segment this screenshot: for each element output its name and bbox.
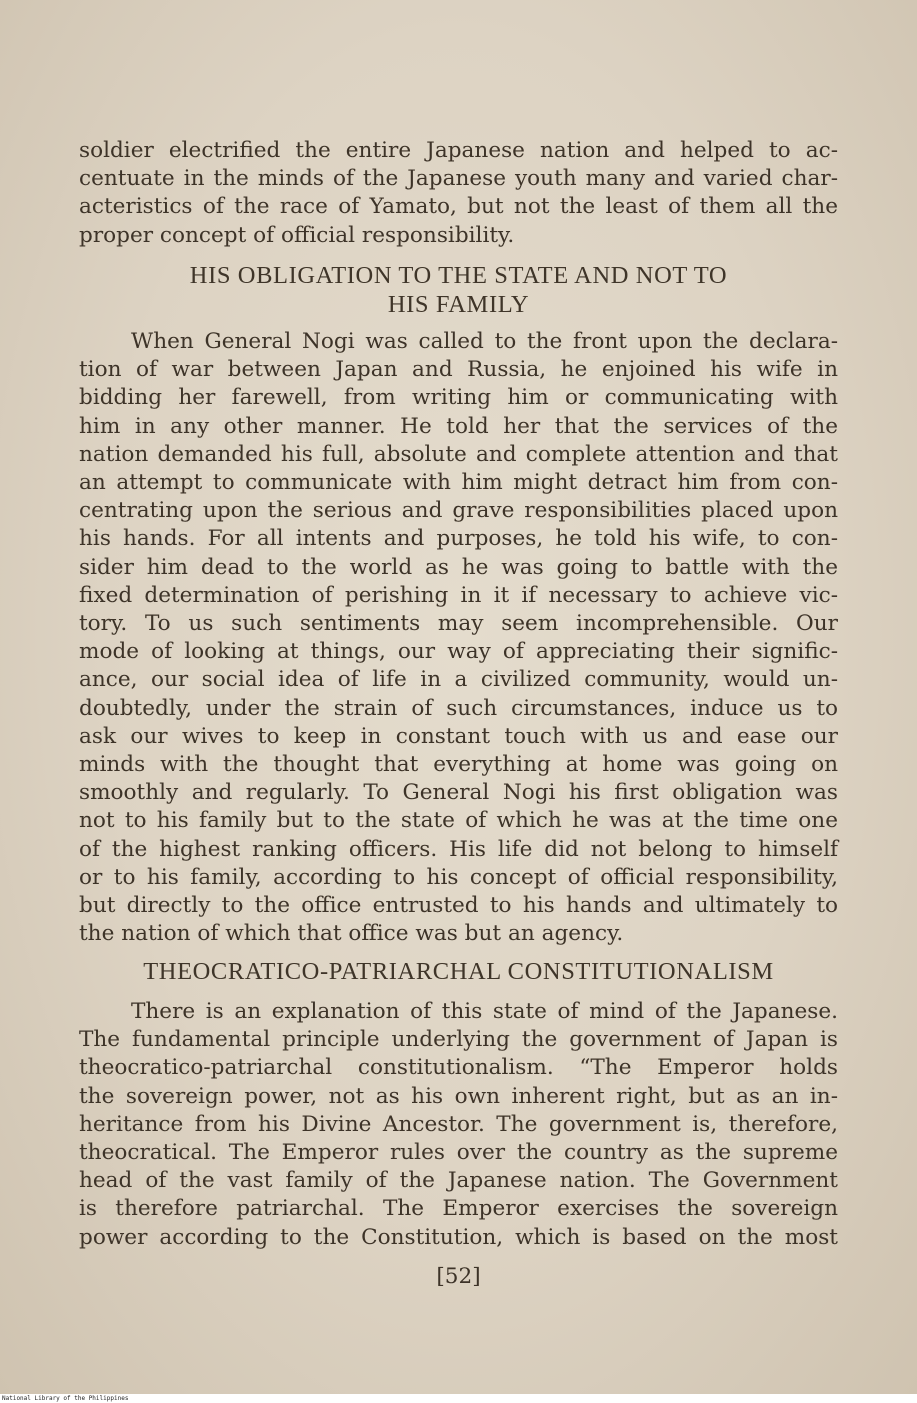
text-line: mode of looking at things, our way of appreciating their signific- bbox=[79, 639, 838, 665]
text-line: sider him dead to the world as he was going to battle with the bbox=[79, 554, 838, 580]
paragraph-theocratico bbox=[79, 998, 838, 1252]
text-line: minds with the thought that everything at home was going on bbox=[79, 752, 838, 778]
text-line: ask our wives to keep in constant touch with us and ease our bbox=[79, 723, 838, 749]
text-line: not to his family but to the state of which he was at the time one bbox=[79, 808, 838, 834]
text-line: an attempt to communicate with him might detract him from con- bbox=[79, 470, 838, 496]
footer-strip bbox=[0, 1394, 917, 1403]
text-line: tory. To us such sentiments may seem incomprehensible. Our bbox=[79, 611, 838, 637]
text-line: proper concept of official responsibility. bbox=[79, 222, 515, 248]
text-line: is therefore patriarchal. The Emperor exercises the sovereign bbox=[79, 1196, 838, 1222]
text-line: bidding her farewell, from writing him or communicating with bbox=[79, 385, 838, 411]
heading-line: HIS FAMILY bbox=[387, 290, 530, 318]
text-line: power according to the Constitution, which is based on the most bbox=[79, 1224, 838, 1250]
text-line: the nation of which that office was but an agency. bbox=[79, 921, 624, 947]
text-line: heritance from his Divine Ancestor. The government is, therefore, bbox=[79, 1111, 838, 1137]
text-line: head of the vast family of the Japanese nation. The Government bbox=[79, 1168, 838, 1194]
text-line: centrating upon the serious and grave responsibilities placed upon bbox=[79, 498, 838, 524]
text-line: theocratico-patriarchal constitutionalism. “The Emperor holds bbox=[79, 1055, 838, 1081]
heading-line: HIS OBLIGATION TO THE STATE AND NOT TO bbox=[189, 262, 728, 289]
text-line: of the highest ranking officers. His life did not belong to himself bbox=[79, 836, 838, 862]
text-line: smoothly and regularly. To General Nogi his first obligation was bbox=[79, 780, 838, 806]
text-line: but directly to the office entrusted to his hands and ultimately to bbox=[79, 893, 838, 919]
heading-line: THEOCRATICO-PATRIARCHAL CONSTITUTIONALISM bbox=[143, 958, 774, 985]
text-line: the sovereign power, not as his own inherent right, but as an in- bbox=[79, 1083, 838, 1109]
text-line: theocratical. The Emperor rules over the country as the supreme bbox=[79, 1140, 838, 1166]
text-line: or to his family, according to his concept of official responsibility, bbox=[79, 864, 838, 890]
text-line: him in any other manner. He told her that the services of the bbox=[79, 413, 838, 439]
page-number: [52] bbox=[436, 1264, 481, 1289]
text-line: nation demanded his full, absolute and complete attention and that bbox=[79, 441, 838, 467]
paragraph-nogi bbox=[79, 328, 838, 948]
text-line: The fundamental principle underlying the government of Japan is bbox=[79, 1027, 838, 1053]
text-line: doubtedly, under the strain of such circumstances, induce us to bbox=[79, 695, 838, 721]
text-line: centuate in the minds of the Japanese youth many and varied char- bbox=[79, 166, 838, 192]
text-line: There is an explanation of this state of mind of the Japanese. bbox=[131, 999, 838, 1024]
text-line: his hands. For all intents and purposes, he told his wife, to con- bbox=[79, 526, 838, 552]
text-line: tion of war between Japan and Russia, he enjoined his wife in bbox=[79, 357, 838, 383]
text-line: When General Nogi was called to the front upon the declara- bbox=[131, 329, 838, 354]
opening-paragraph bbox=[79, 137, 838, 250]
text-line: acteristics of the race of Yamato, but not the least of them all the bbox=[79, 194, 838, 220]
library-credit: National Library of the Philippines bbox=[2, 1395, 129, 1402]
text-line: fixed determination of perishing in it if necessary to achieve vic- bbox=[79, 582, 838, 608]
section-heading-obligation bbox=[79, 262, 838, 319]
section-heading-constitutionalism bbox=[79, 958, 838, 987]
text-line: soldier electrified the entire Japanese nation and helped to ac- bbox=[79, 138, 838, 163]
text-line: ance, our social idea of life in a civilized community, would un- bbox=[79, 667, 838, 693]
